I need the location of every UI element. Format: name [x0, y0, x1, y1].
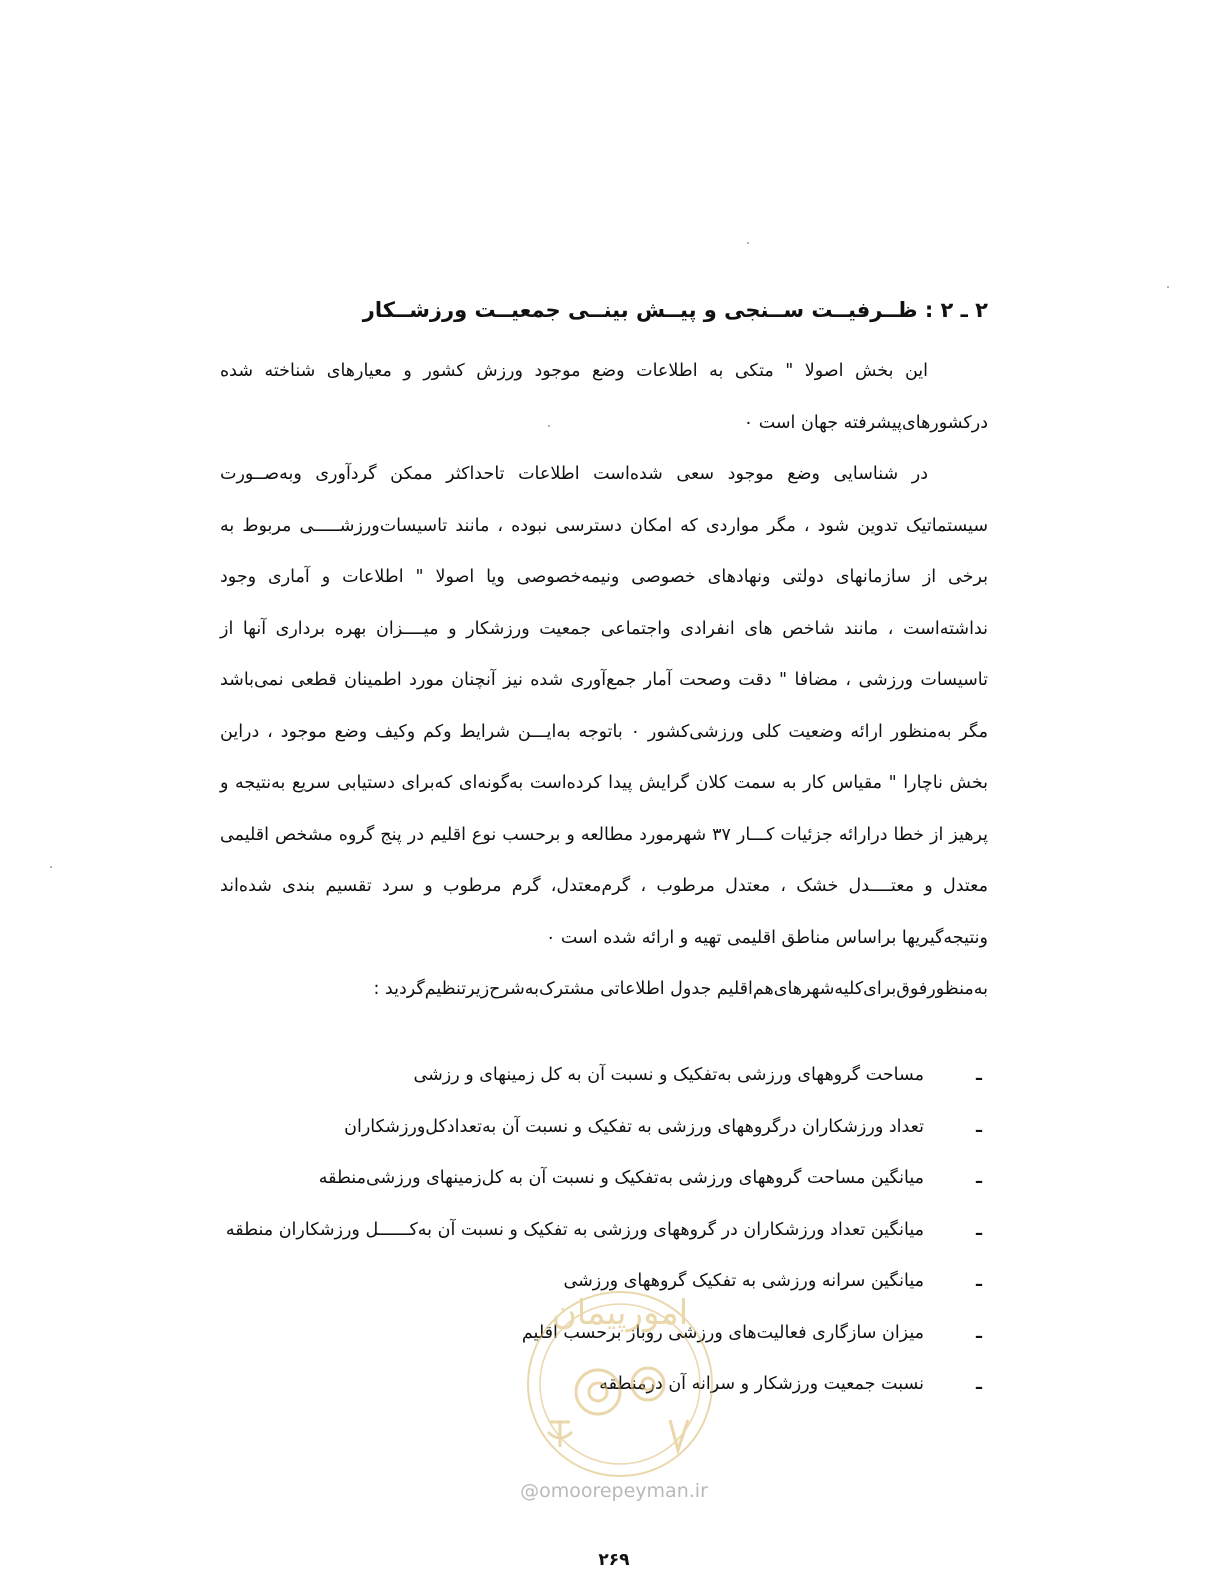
body-text: [220, 346, 988, 1016]
paragraph-1: این بخش اصولا " متکی به اطلاعات وضع موجود ورزش کشور و معیارهای شناخته شده درکشورهای‌پیشرفته جهان است ٠: [220, 361, 988, 433]
page-number: ۲۶۹: [598, 1550, 630, 1570]
list-item: ـ میانگین تعداد ورزشکاران در گروههای ورزشی به تفکیک و نسبت آن به‌کــــــل ورزشکاران منطقه: [220, 1205, 988, 1257]
list-item: ـ نسبت جمعیت ورزشکار و سرانه آن درمنطقه: [220, 1359, 988, 1411]
scan-speck: [50, 866, 52, 868]
list-marker: ـ: [976, 1116, 982, 1137]
list-item: ـ مساحت گروههای ورزشی به‌تفکیک و نسبت آن به کل زمینهای و رزشی: [220, 1050, 988, 1102]
section-heading: ۲ ـ ۲ : ظــرفیــت ســنجی و پیــش بینــی جمعیــت ورزشــکار: [362, 298, 988, 322]
list-item: ـ میانگین مساحت گروههای ورزشی به‌تفکیک و نسبت آن به کل‌زمینهای ورزشی‌منطقه: [220, 1153, 988, 1205]
bullet-list: [220, 1050, 988, 1411]
watermark-url: @omoorepeyman.ir: [520, 1480, 708, 1502]
svg-text:امورپیمان: امورپیمان: [551, 1293, 689, 1333]
paragraph-2: در شناسایی وضع موجود سعی شده‌است اطلاعات تاحداکثر ممکن گردآوری وبه‌صــورت سیستماتیک تدوین شود ، مگر مواردی که امکان دسترسی نبوده ، مانند تاسیسات‌ورزشـــــی مربوط‌ به برخی از سازمانهای دولتی ونهادهای خصوصی ونیمه‌خصوصی ویا اصولا " اطلاعات و آماری وجود نداشته‌است ، مانند شاخص های انفرادی واجتماعی جمعیت ورزشکار و میــــزان بهره برداری آنها از تاسیسات ورزشی ، مضافا " دقت وصحت آمار جمع‌آوری شده نیز آنچنان مورد اطمینان قطعی نمی‌باشد مگر به‌منظور ارائه وضعیت کلی ورزشی‌کشور ٠ باتوجه به‌ایـــن شرایط وکم وکیف وضع موجود ، دراین بخش ناچارا " مقیاس کار به سمت کلان گرایش پیدا کرده‌است به‌گونه‌ای که‌برای دستیابی سریع به‌نتیجه و پرهیز از خطا درارائه جزئیات کـــار ۳۷ شهرمورد مطالعه و برحسب نوع اقلیم در پنج گروه مشخص اقلیمی معتدل و معتــــدل خشک ، معتدل مرطوب ، گرم‌معتدل، گرم مرطوب و سرد تقسیم بندی شده‌اند ونتیجه‌گیریها براساس مناطق اقلیمی تهیه و ارائه شده است ٠: [220, 464, 988, 948]
list-item: ـ میانگین سرانه ورزشی به تفکیک گروههای ورزشی: [220, 1256, 988, 1308]
paragraph-3: به‌منظورفوق‌برای‌کلیه‌شهرهای‌هم‌اقلیم جدول اطلاعاتی مشترک‌به‌شرح‌زیرتنظیم‌گردید :: [373, 979, 988, 999]
list-item: ـ میزان سازگاری فعالیت‌های ورزشی روباز برحسب اقلیم: [220, 1308, 988, 1360]
list-marker: ـ: [976, 1168, 982, 1188]
list-item: ـ تعداد ورزشکاران درگروههای ورزشی به تفکیک و نسبت آن به‌تعدادکل‌ورزشکاران: [220, 1102, 988, 1154]
list-marker: ـ: [976, 1374, 982, 1394]
list-marker: ـ: [976, 1271, 982, 1291]
list-marker: ـ: [976, 1065, 982, 1085]
list-marker: ـ: [976, 1219, 982, 1240]
scan-speck: [548, 425, 550, 427]
scan-speck: [1167, 286, 1169, 288]
list-marker: ـ: [976, 1322, 982, 1343]
scan-speck: [747, 242, 749, 244]
